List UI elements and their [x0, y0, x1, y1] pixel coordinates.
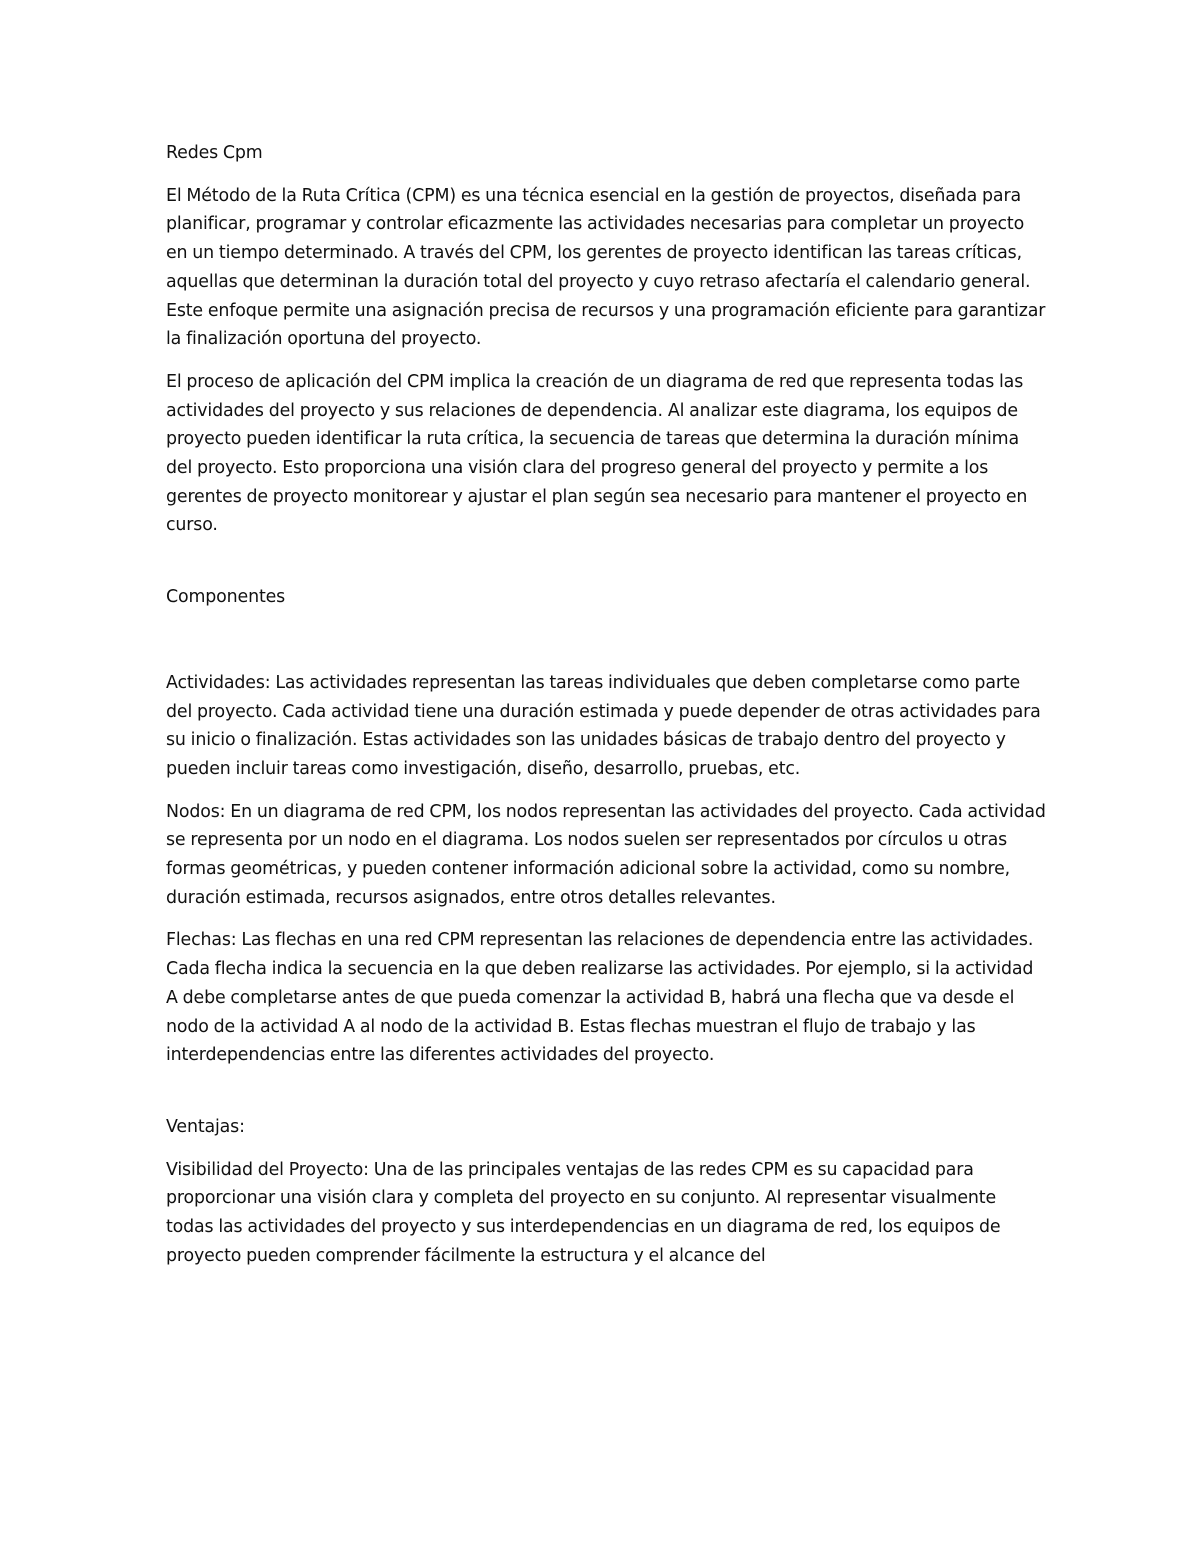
- component-arrows-paragraph: Flechas: Las flechas en una red CPM representan las relaciones de dependencia entre las actividades. Cada flecha indica la secuencia en la que deben realizarse las actividades. Por ejemplo, si la actividad A debe completarse antes de que pueda comenzar la actividad B, habrá una flecha que va desde el nodo de la actividad A al nodo de la actividad B. Estas flechas muestran el flujo de trabajo y las interdependencias entre las diferentes actividades del proyecto.: [166, 930, 1034, 1066]
- intro-paragraph-2: El proceso de aplicación del CPM implica la creación de un diagrama de red que representa todas las actividades del proyecto y sus relaciones de dependencia. Al analizar este diagrama, los equipos de proyecto pueden identificar la ruta crítica, la secuencia de tareas que determina la duración mínima del proyecto. Esto proporciona una visión clara del progreso general del proyecto y permite a los gerentes de proyecto monitorear y ajustar el plan según sea necesario para mantener el proyecto en curso.: [166, 371, 1028, 536]
- component-activities-paragraph: Actividades: Las actividades representan las tareas individuales que deben completarse como parte del proyecto. Cada actividad tiene una duración estimada y puede depender de otras actividades para su inicio o finalización. Estas actividades son las unidades básicas de trabajo dentro del proyecto y pueden incluir tareas como investigación, diseño, desarrollo, pruebas, etc.: [166, 672, 1041, 779]
- intro-paragraph-1: El Método de la Ruta Crítica (CPM) es una técnica esencial en la gestión de proyectos, diseñada para planificar, programar y controlar eficazmente las actividades necesarias para completar un proyecto en un tiempo determinado. A través del CPM, los gerentes de proyecto identifican las tareas críticas, aquellas que determinan la duración total del proyecto y cuyo retraso afectaría el calendario general. Este enfoque permite una asignación precisa de recursos y una programación eficiente para garantizar la finalización oportuna del proyecto.: [166, 185, 1046, 350]
- advantages-heading: Ventajas:: [166, 1116, 245, 1137]
- components-heading: Componentes: [166, 587, 286, 608]
- advantage-visibility-paragraph: Visibilidad del Proyecto: Una de las principales ventajas de las redes CPM es su capacidad para proporcionar una visión clara y completa del proyecto en su conjunto. Al representar visualmente todas las actividades del proyecto y sus interdependencias en un diagrama de red, los equipos de proyecto pueden comprender fácilmente la estructura y el alcance del: [166, 1159, 1001, 1266]
- document-body: [166, 139, 1046, 1271]
- document-title: Redes Cpm: [166, 143, 263, 163]
- component-nodes-paragraph: Nodos: En un diagrama de red CPM, los nodos representan las actividades del proyecto. Cada actividad se representa por un nodo en el diagrama. Los nodos suelen ser representados por círculos u otras formas geométricas, y pueden contener información adicional sobre la actividad, como su nombre, duración estimada, recursos asignados, entre otros detalles relevantes.: [166, 801, 1046, 908]
